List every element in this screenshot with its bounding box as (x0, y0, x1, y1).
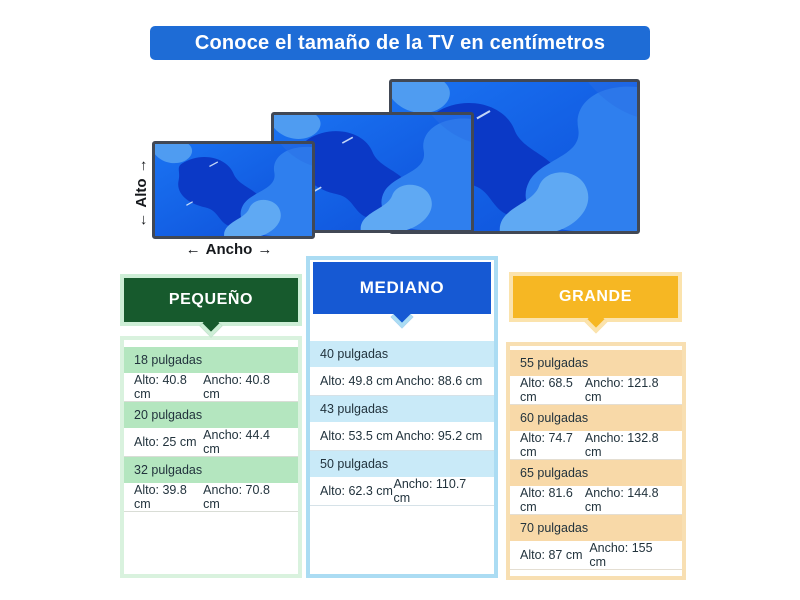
alto-label-text: Alto (132, 178, 150, 208)
ancho-value: Ancho: 155 cm (589, 541, 653, 569)
ribbon-tail (584, 311, 607, 334)
arrow-right-icon: → (257, 240, 273, 258)
size-band (310, 341, 494, 367)
size-measures (310, 477, 494, 506)
alto-value: Alto: 87 cm (520, 548, 583, 562)
category-card-grande (506, 272, 686, 580)
pulgadas-label: 20 pulgadas (134, 408, 203, 422)
alto-value: Alto: 25 cm (134, 435, 197, 449)
alto-value: Alto: 49.8 cm (320, 374, 393, 388)
page-title: Conoce el tamaño de la TV en centímetros (194, 31, 606, 54)
pulgadas-label: 32 pulgadas (134, 463, 203, 477)
alto-value: Alto: 62.3 cm (320, 484, 393, 498)
size-measures (510, 541, 682, 570)
category-title: PEQUEÑO (168, 291, 254, 308)
size-measures (510, 431, 682, 460)
size-measures (510, 486, 682, 515)
ancho-value: Ancho: 40.8 cm (203, 373, 270, 401)
size-measures (124, 373, 298, 402)
category-card-pequeno (120, 274, 302, 578)
tv-small-screen (155, 144, 312, 236)
tv-small (152, 141, 315, 239)
alto-value: Alto: 68.5 cm (520, 376, 573, 404)
ancho-value: Ancho: 95.2 cm (395, 429, 483, 443)
size-band (310, 451, 494, 477)
size-band (510, 460, 682, 486)
size-band (510, 350, 682, 376)
size-band (310, 396, 494, 422)
category-ribbon-mediano (313, 262, 491, 314)
ancho-value: Ancho: 132.8 cm (584, 431, 659, 459)
alto-value: Alto: 40.8 cm (134, 373, 187, 401)
size-band (510, 515, 682, 541)
ancho-axis-label (173, 239, 285, 259)
pulgadas-label: 40 pulgadas (320, 347, 389, 361)
pulgadas-label: 60 pulgadas (520, 411, 589, 425)
alto-value: Alto: 39.8 cm (134, 483, 187, 511)
size-band (124, 347, 298, 373)
size-measures (124, 428, 298, 457)
pulgadas-label: 55 pulgadas (520, 356, 589, 370)
alto-axis-label (131, 148, 151, 238)
size-table-grande (506, 342, 686, 580)
ribbon-tail (200, 315, 223, 338)
arrow-left-icon: ← (132, 212, 150, 228)
alto-value: Alto: 81.6 cm (520, 486, 573, 514)
size-band (124, 402, 298, 428)
size-measures (124, 483, 298, 512)
pulgadas-label: 70 pulgadas (520, 521, 589, 535)
ancho-value: Ancho: 121.8 cm (584, 376, 659, 404)
ancho-value: Ancho: 144.8 cm (584, 486, 659, 514)
category-title: GRANDE (559, 288, 632, 305)
alto-value: Alto: 74.7 cm (520, 431, 573, 459)
ancho-label-text: Ancho (205, 240, 253, 258)
arrow-left-icon: ← (185, 240, 201, 258)
size-measures (310, 422, 494, 451)
pulgadas-label: 18 pulgadas (134, 353, 203, 367)
ancho-value: Ancho: 88.6 cm (395, 374, 483, 388)
pulgadas-label: 65 pulgadas (520, 466, 589, 480)
size-band (124, 457, 298, 483)
category-ribbon-grande (509, 272, 682, 322)
ancho-value: Ancho: 110.7 cm (393, 477, 467, 505)
alto-value: Alto: 53.5 cm (320, 429, 393, 443)
arrow-right-icon: → (132, 158, 150, 174)
ancho-value: Ancho: 70.8 cm (203, 483, 270, 511)
category-card-mediano (306, 256, 498, 578)
title-banner (150, 26, 650, 60)
ancho-value: Ancho: 44.4 cm (203, 428, 270, 456)
category-ribbon-pequeno (120, 274, 302, 326)
size-table-pequeno (120, 336, 302, 578)
pulgadas-label: 50 pulgadas (320, 457, 389, 471)
size-band (510, 405, 682, 431)
category-title: MEDIANO (359, 278, 445, 297)
size-measures (510, 376, 682, 405)
pulgadas-label: 43 pulgadas (320, 402, 389, 416)
size-measures (310, 367, 494, 396)
